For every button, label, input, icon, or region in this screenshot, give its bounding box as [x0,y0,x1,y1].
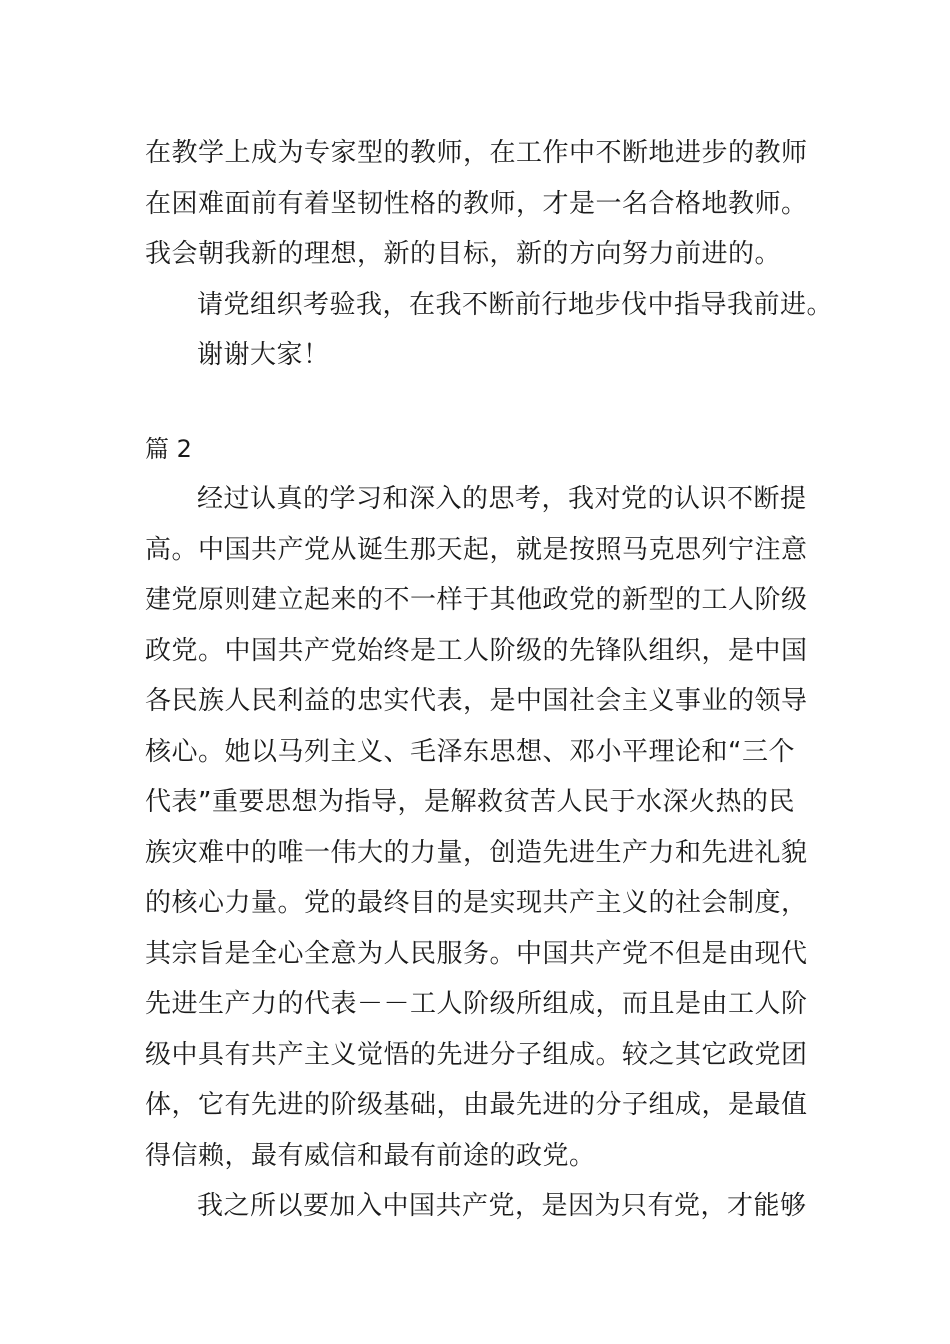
text-line: 体，它有先进的阶级基础，由最先进的分子组成，是最值 [145,1090,808,1120]
text-line: 代表”重要思想为指导，是解救贫苦人民于水深火热的民 [145,787,795,817]
text-line: 在教学上成为专家型的教师，在工作中不断地进步的教师 [145,138,808,168]
section-heading: 篇 2 [145,434,192,463]
text-line: 其宗旨是全心全意为人民服务。中国共产党不但是由现代 [145,938,808,969]
text-line: 的核心力量。党的最终目的是实现共产主义的社会制度， [145,888,808,918]
text-line: 我会朝我新的理想，新的目标，新的方向努力前进的。 [145,239,782,269]
text-line: 建党原则建立起来的不一样于其他政党的新型的工人阶级 [145,585,808,615]
document-body [145,128,834,1232]
text-line: 先进生产力的代表－－工人阶级所组成，而且是由工人阶 [145,989,808,1019]
text-line: 级中具有共产主义觉悟的先进分子组成。较之其它政党团 [145,1039,808,1070]
text-line: 族灾难中的唯一伟大的力量，创造先进生产力和先进礼貌 [145,837,808,868]
text-line: 高。中国共产党从诞生那天起，就是按照马克思列宁注意 [145,534,808,565]
text-line: 各民族人民利益的忠实代表，是中国社会主义事业的领导 [145,686,808,716]
text-line: 得信赖，最有威信和最有前途的政党。 [145,1140,596,1171]
text-line: 在困难面前有着坚韧性格的教师，才是一名合格地教师。 [145,188,808,219]
reason-paragraph: 我之所以要加入中国共产党，是因为只有党，才能够 [197,1191,807,1221]
text-line: 经过认真的学习和深入的思考，我对党的认识不断提 [197,484,807,514]
text-line: 核心。她以马列主义、毛泽东思想、邓小平理论和“三个 [145,736,795,767]
request-paragraph: 请党组织考验我，在我不断前行地步伐中指导我前进。 [197,289,834,320]
thanks-paragraph: 谢谢大家！ [197,340,330,370]
text-line: 政党。中国共产党始终是工人阶级的先锋队组织，是中国 [145,635,808,666]
spacer [145,381,810,424]
